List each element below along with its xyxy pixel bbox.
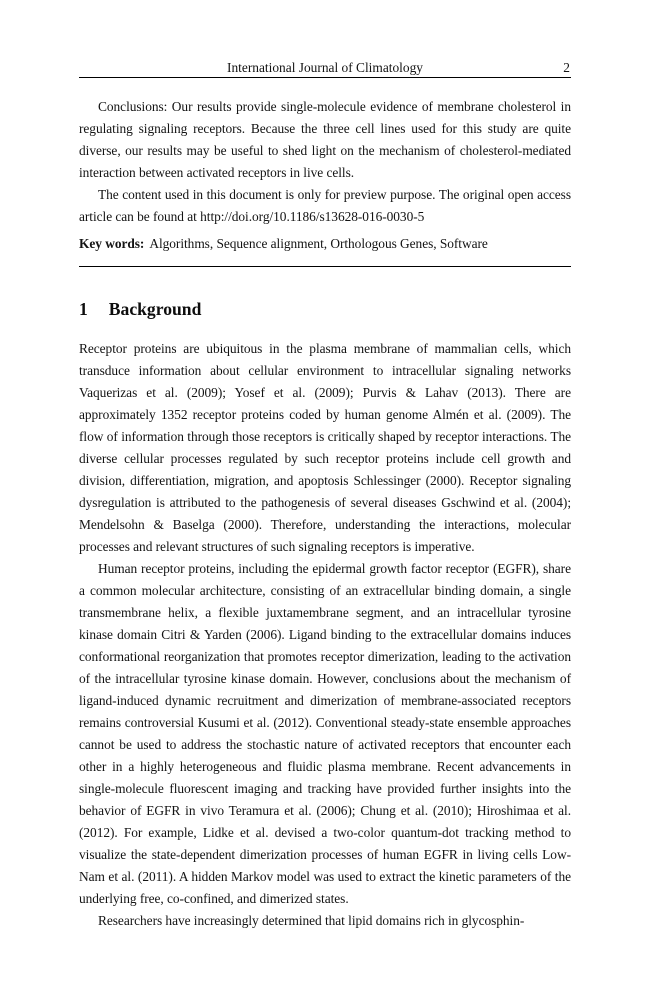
- keywords-text: Algorithms, Sequence alignment, Orthologous Genes, Software: [149, 236, 488, 251]
- page-number: 2: [563, 60, 570, 75]
- preview-note-paragraph: [79, 184, 571, 228]
- body-paragraph-background-1: Receptor proteins are ubiquitous in the plasma membrane of mammalian cells, which transduce information about cellular environment to intracellular signaling networks Vaquerizas et al. (2009); Yosef et al. (2009); Purvis & Lahav (2013). There are approximately 1352 receptor proteins coded by human genome Almén et al. (2009). The flow of information through those receptors is critically shaped by receptor interactions. The diverse cellular processes regulated by such receptor proteins include cell growth and division, differentiation, migration, and apoptosis Schlessinger (2000). Receptor signaling dysregulation is attributed to the pathogenesis of several diseases Gschwind et al. (2004); Mendelsohn & Baselga (2000). Therefore, understanding the interactions, molecular processes and relevant structures of such signaling receptors is imperative.: [79, 341, 571, 554]
- section-title: Background: [108, 299, 202, 319]
- body-paragraph-background-2: Human receptor proteins, including the epidermal growth factor receptor (EGFR), share a common molecular architecture, consisting of an extracellular binding domain, a single transmembrane helix, a flexible juxtamembrane segment, and an intracellular tyrosine kinase domain Citri & Yarden (2006). Ligand binding to the extracellular domains induces conformational reorganization that promotes receptor dimerization, leading to the activation of the intracellular tyrosine kinase domain. However, conclusions about the mechanism of ligand-induced dynamic recruitment and dimerization of membrane-associated receptors remains controversial Kusumi et al. (2012). Conventional steady-state ensemble approaches cannot be used to address the stochastic nature of activated receptors that encounter each other in a highly heterogeneous and fluidic plasma membrane. Recent advancements in single-molecule fluorescent imaging and tracking have provided further insights into the behavior of EGFR in vivo Teramura et al. (2006); Chung et al. (2010); Hiroshimaa et al. (2012). For example, Lidke et al. devised a two-color quantum-dot tracking method to visualize the state-dependent dimerization processes of human EGFR in living cells Low-Nam et al. (2011). A hidden Markov model was used to extract the kinetic parameters of the underlying free, co-confined, and dimerized states.: [79, 561, 571, 906]
- body-text: [79, 338, 571, 932]
- keywords-label: Key words:: [79, 236, 145, 251]
- journal-title: International Journal of Climatology: [227, 60, 423, 75]
- conclusions-paragraph: Conclusions: Our results provide single-molecule evidence of membrane cholesterol in regulating signaling receptors. Because the three cell lines used for this study are quite diverse, our results may be useful to shed light on the mechanism of cholesterol-mediated interaction between activated receptors in live cells.: [79, 99, 571, 180]
- running-header: [79, 60, 571, 78]
- abstract-rule: [79, 266, 571, 267]
- abstract-block: [79, 96, 571, 255]
- header-rule: [79, 77, 571, 78]
- section-number: 1: [79, 299, 88, 319]
- keywords-line: [79, 233, 571, 255]
- preview-note-text: The content used in this document is only for preview purpose. The original open access article can be found at: [79, 187, 571, 224]
- body-paragraph-background-3: Researchers have increasingly determined that lipid domains rich in glycosphin-: [98, 913, 525, 928]
- doi-link[interactable]: http://doi.org/10.1186/s13628-016-0030-5: [200, 209, 425, 224]
- section-heading: [79, 299, 571, 320]
